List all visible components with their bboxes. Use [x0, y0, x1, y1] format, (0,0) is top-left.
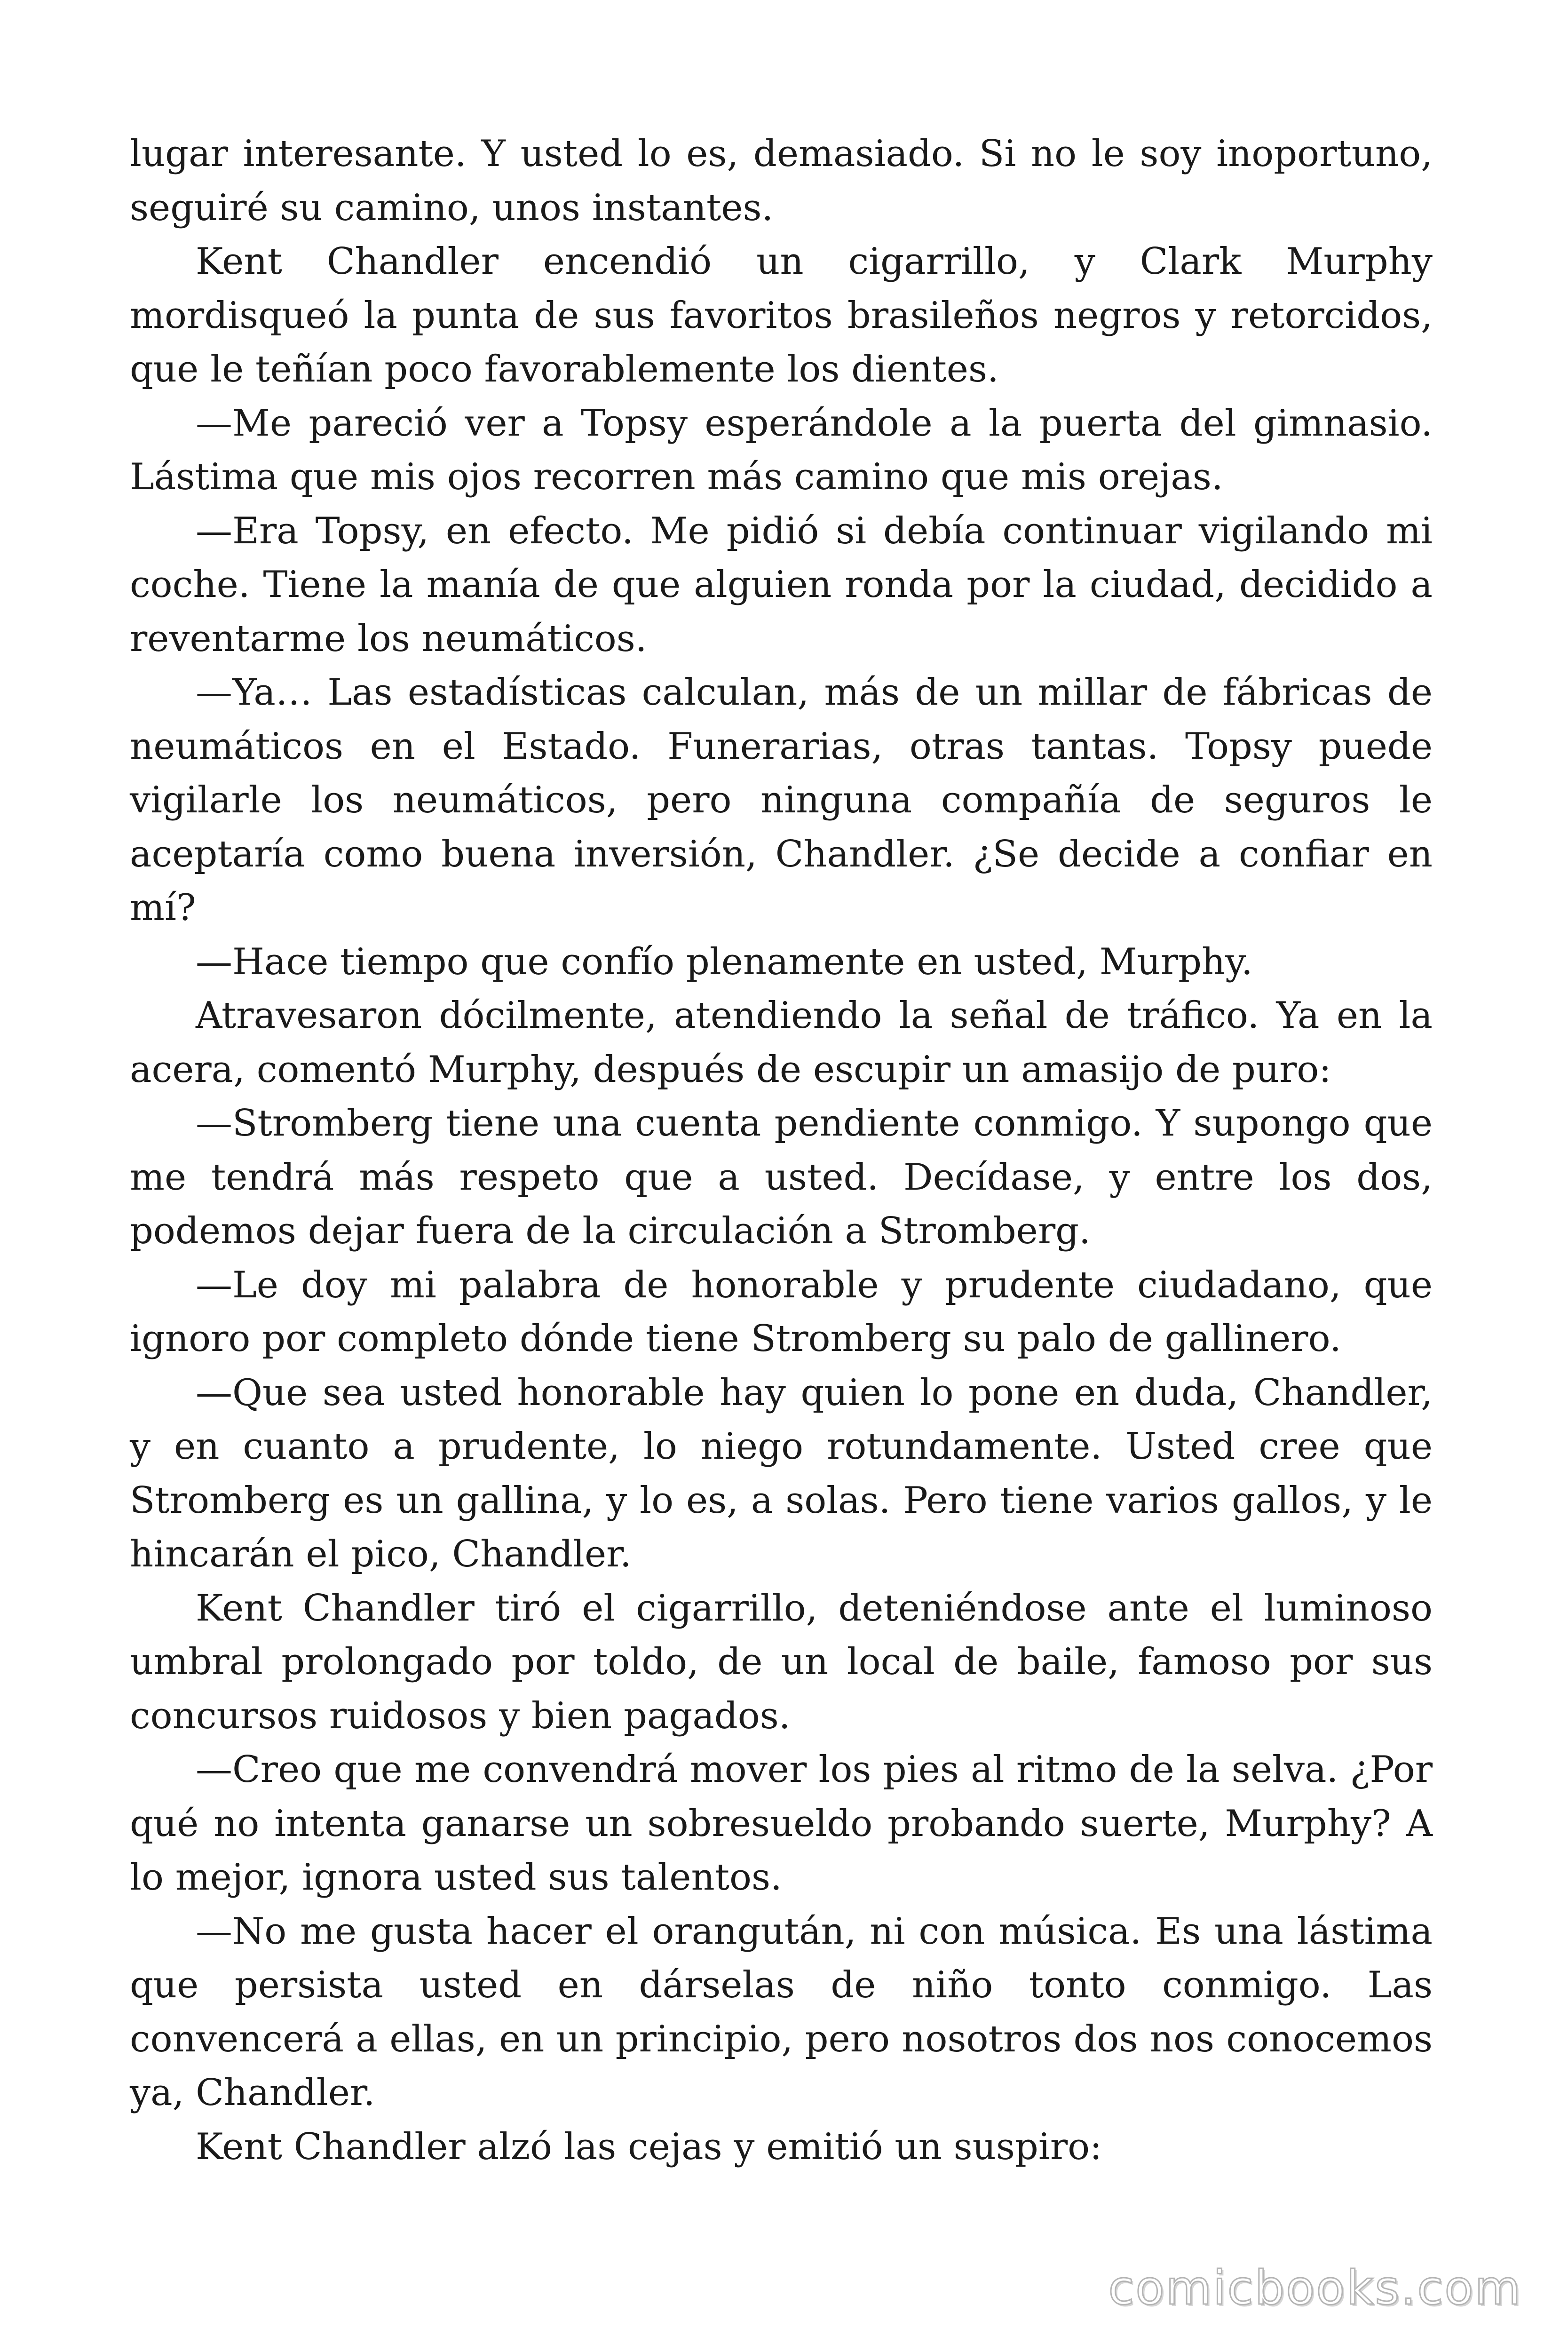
watermark: comicbooks.com: [1108, 2260, 1522, 2315]
paragraph-6: —Hace tiempo que confío plenamente en usted, Murphy.: [196, 940, 1253, 983]
paragraph-13: —No me gusta hacer el orangután, ni con música. Es una lástima que persista usted en dárselas de niño tonto conmigo. Las convencerá a ellas, en un principio, pero nosotros dos nos conocemos ya, Chandler.: [130, 1910, 1433, 2114]
paragraph-4: —Era Topsy, en efecto. Me pidió si debía continuar vigilando mi coche. Tiene la manía de que alguien ronda por la ciudad, decidido a reventarme los neumáticos.: [130, 509, 1433, 660]
paragraph-12: —Creo que me convendrá mover los pies al ritmo de la selva. ¿Por qué no intenta ganarse un sobresueldo probando suerte, Murphy? A lo mejor, ignora usted sus talentos.: [130, 1748, 1433, 1899]
paragraph-3: —Me pareció ver a Topsy esperándole a la puerta del gimnasio. Lástima que mis ojos recorren más camino que mis orejas.: [130, 402, 1433, 498]
paragraph-5: —Ya… Las estadísticas calculan, más de un millar de fábricas de neumáticos en el Estado. Funerarias, otras tantas. Topsy puede vigilarle los neumáticos, pero ninguna compañía de seguros le aceptaría como buena inversión, Chandler. ¿Se decide a confiar en mí?: [130, 671, 1433, 929]
paragraph-7: Atravesaron dócilmente, atendiendo la señal de tráfico. Ya en la acera, comentó Murphy, después de escupir un amasijo de puro:: [130, 994, 1433, 1091]
paragraph-1: lugar interesante. Y usted lo es, demasiado. Si no le soy inoportuno, seguiré su camino, unos instantes.: [130, 133, 1433, 229]
paragraph-2: Kent Chandler encendió un cigarrillo, y Clark Murphy mordisqueó la punta de sus favoritos brasileños negros y retorcidos, que le teñían poco favorablemente los dientes.: [130, 240, 1433, 390]
paragraph-11: Kent Chandler tiró el cigarrillo, deteniéndose ante el luminoso umbral prolongado por toldo, de un local de baile, famoso por sus concursos ruidosos y bien pagados.: [130, 1587, 1433, 1737]
paragraph-10: —Que sea usted honorable hay quien lo pone en duda, Chandler, y en cuanto a prudente, lo niego rotundamente. Usted cree que Stromberg es un gallina, y lo es, a solas. Pero tiene varios gallos, y le hincarán el pico, Chandler.: [130, 1371, 1433, 1575]
paragraph-8: —Stromberg tiene una cuenta pendiente conmigo. Y supongo que me tendrá más respeto que a usted. Decídase, y entre los dos, podemos dejar fuera de la circulación a Stromberg.: [130, 1102, 1433, 1252]
paragraph-14: Kent Chandler alzó las cejas y emitió un suspiro:: [196, 2125, 1102, 2168]
paragraph-9: —Le doy mi palabra de honorable y prudente ciudadano, que ignoro por completo dónde tiene Stromberg su palo de gallinero.: [130, 1263, 1433, 1360]
page-body: [130, 127, 1433, 2174]
